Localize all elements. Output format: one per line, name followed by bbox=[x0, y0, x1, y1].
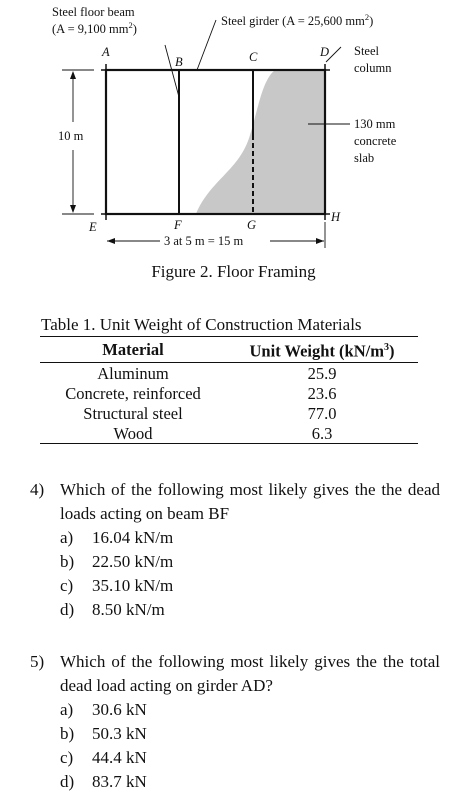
node-A-label: A bbox=[102, 45, 110, 59]
concrete-slab-area bbox=[196, 70, 325, 214]
answer-choices bbox=[60, 698, 440, 794]
material-cell: Structural steel bbox=[83, 403, 183, 423]
question-stem bbox=[30, 650, 440, 698]
weight-cell: 77.0 bbox=[307, 403, 337, 423]
choice-d: d) 8.50 kN/m bbox=[60, 600, 165, 619]
choice-c: c) 44.4 kN bbox=[60, 748, 147, 767]
material-cell: Concrete, reinforced bbox=[65, 383, 201, 403]
table-row bbox=[40, 383, 418, 403]
slab-label-line2: concrete bbox=[354, 134, 397, 148]
choice-c: c) 35.10 kN/m bbox=[60, 576, 174, 595]
choice-a: a) 30.6 kN bbox=[60, 700, 147, 719]
question-number: 4) bbox=[30, 480, 45, 499]
answer-choices bbox=[60, 526, 440, 622]
column-label-line1: Steel bbox=[354, 44, 379, 58]
material-cell: Aluminum bbox=[97, 363, 169, 383]
node-F-label: F bbox=[174, 218, 182, 232]
weight-cell: 6.3 bbox=[311, 423, 333, 443]
height-dimension-label: 10 m bbox=[58, 129, 84, 143]
girder-label: Steel girder (A = 25,600 $mm^2$) bbox=[221, 12, 374, 28]
table-row bbox=[40, 403, 418, 423]
question-5 bbox=[30, 650, 440, 794]
node-G-label: G bbox=[247, 218, 257, 232]
table-caption: Table 1. Unit Weight of Construction Materials bbox=[41, 315, 362, 334]
node-B-label: B bbox=[175, 55, 183, 69]
weight-cell: 25.9 bbox=[307, 363, 337, 383]
table-header-row bbox=[40, 337, 418, 363]
figure-caption: Figure 2. Floor Framing bbox=[151, 262, 316, 281]
weight-cell: 23.6 bbox=[307, 383, 337, 403]
header-unit-weight: Unit Weight $(kN/m^3)$ bbox=[249, 341, 395, 361]
choice-a: a) 16.04 kN/m bbox=[60, 528, 174, 547]
choice-b: b) 22.50 kN/m bbox=[60, 552, 174, 571]
floor-beam-area-label: (A = 9,100 $mm^2$) bbox=[52, 20, 137, 36]
material-cell: Wood bbox=[113, 423, 153, 443]
header-material: Material bbox=[102, 339, 164, 359]
slab-label-line1: 130 mm bbox=[354, 117, 396, 131]
table-row bbox=[40, 363, 418, 384]
question-number: 5) bbox=[30, 652, 45, 671]
choice-d: d) 83.7 kN bbox=[60, 772, 147, 791]
node-H-label: H bbox=[331, 210, 341, 224]
node-C-label: C bbox=[249, 50, 258, 64]
table-row bbox=[40, 423, 418, 444]
floor-framing-figure bbox=[0, 0, 467, 255]
question-text: Which of the following most likely gives the the dead loads acting on beam BF bbox=[60, 480, 440, 523]
choice-b: b) 50.3 kN bbox=[60, 724, 147, 743]
node-D-label: D bbox=[320, 45, 330, 59]
span-dimension-label: 3 at 5 m = 15 m bbox=[164, 234, 244, 248]
floor-beam-label: Steel floor beam bbox=[52, 5, 135, 19]
slab-label-line3: slab bbox=[354, 151, 375, 165]
question-4 bbox=[30, 478, 440, 622]
node-E-label: E bbox=[89, 220, 97, 234]
unit-weight-table bbox=[40, 336, 418, 444]
column-label-line2: column bbox=[354, 61, 392, 75]
question-stem bbox=[30, 478, 440, 526]
question-text: Which of the following most likely gives the the total dead load acting on girder AD? bbox=[60, 652, 440, 695]
girder-leader bbox=[197, 20, 216, 70]
